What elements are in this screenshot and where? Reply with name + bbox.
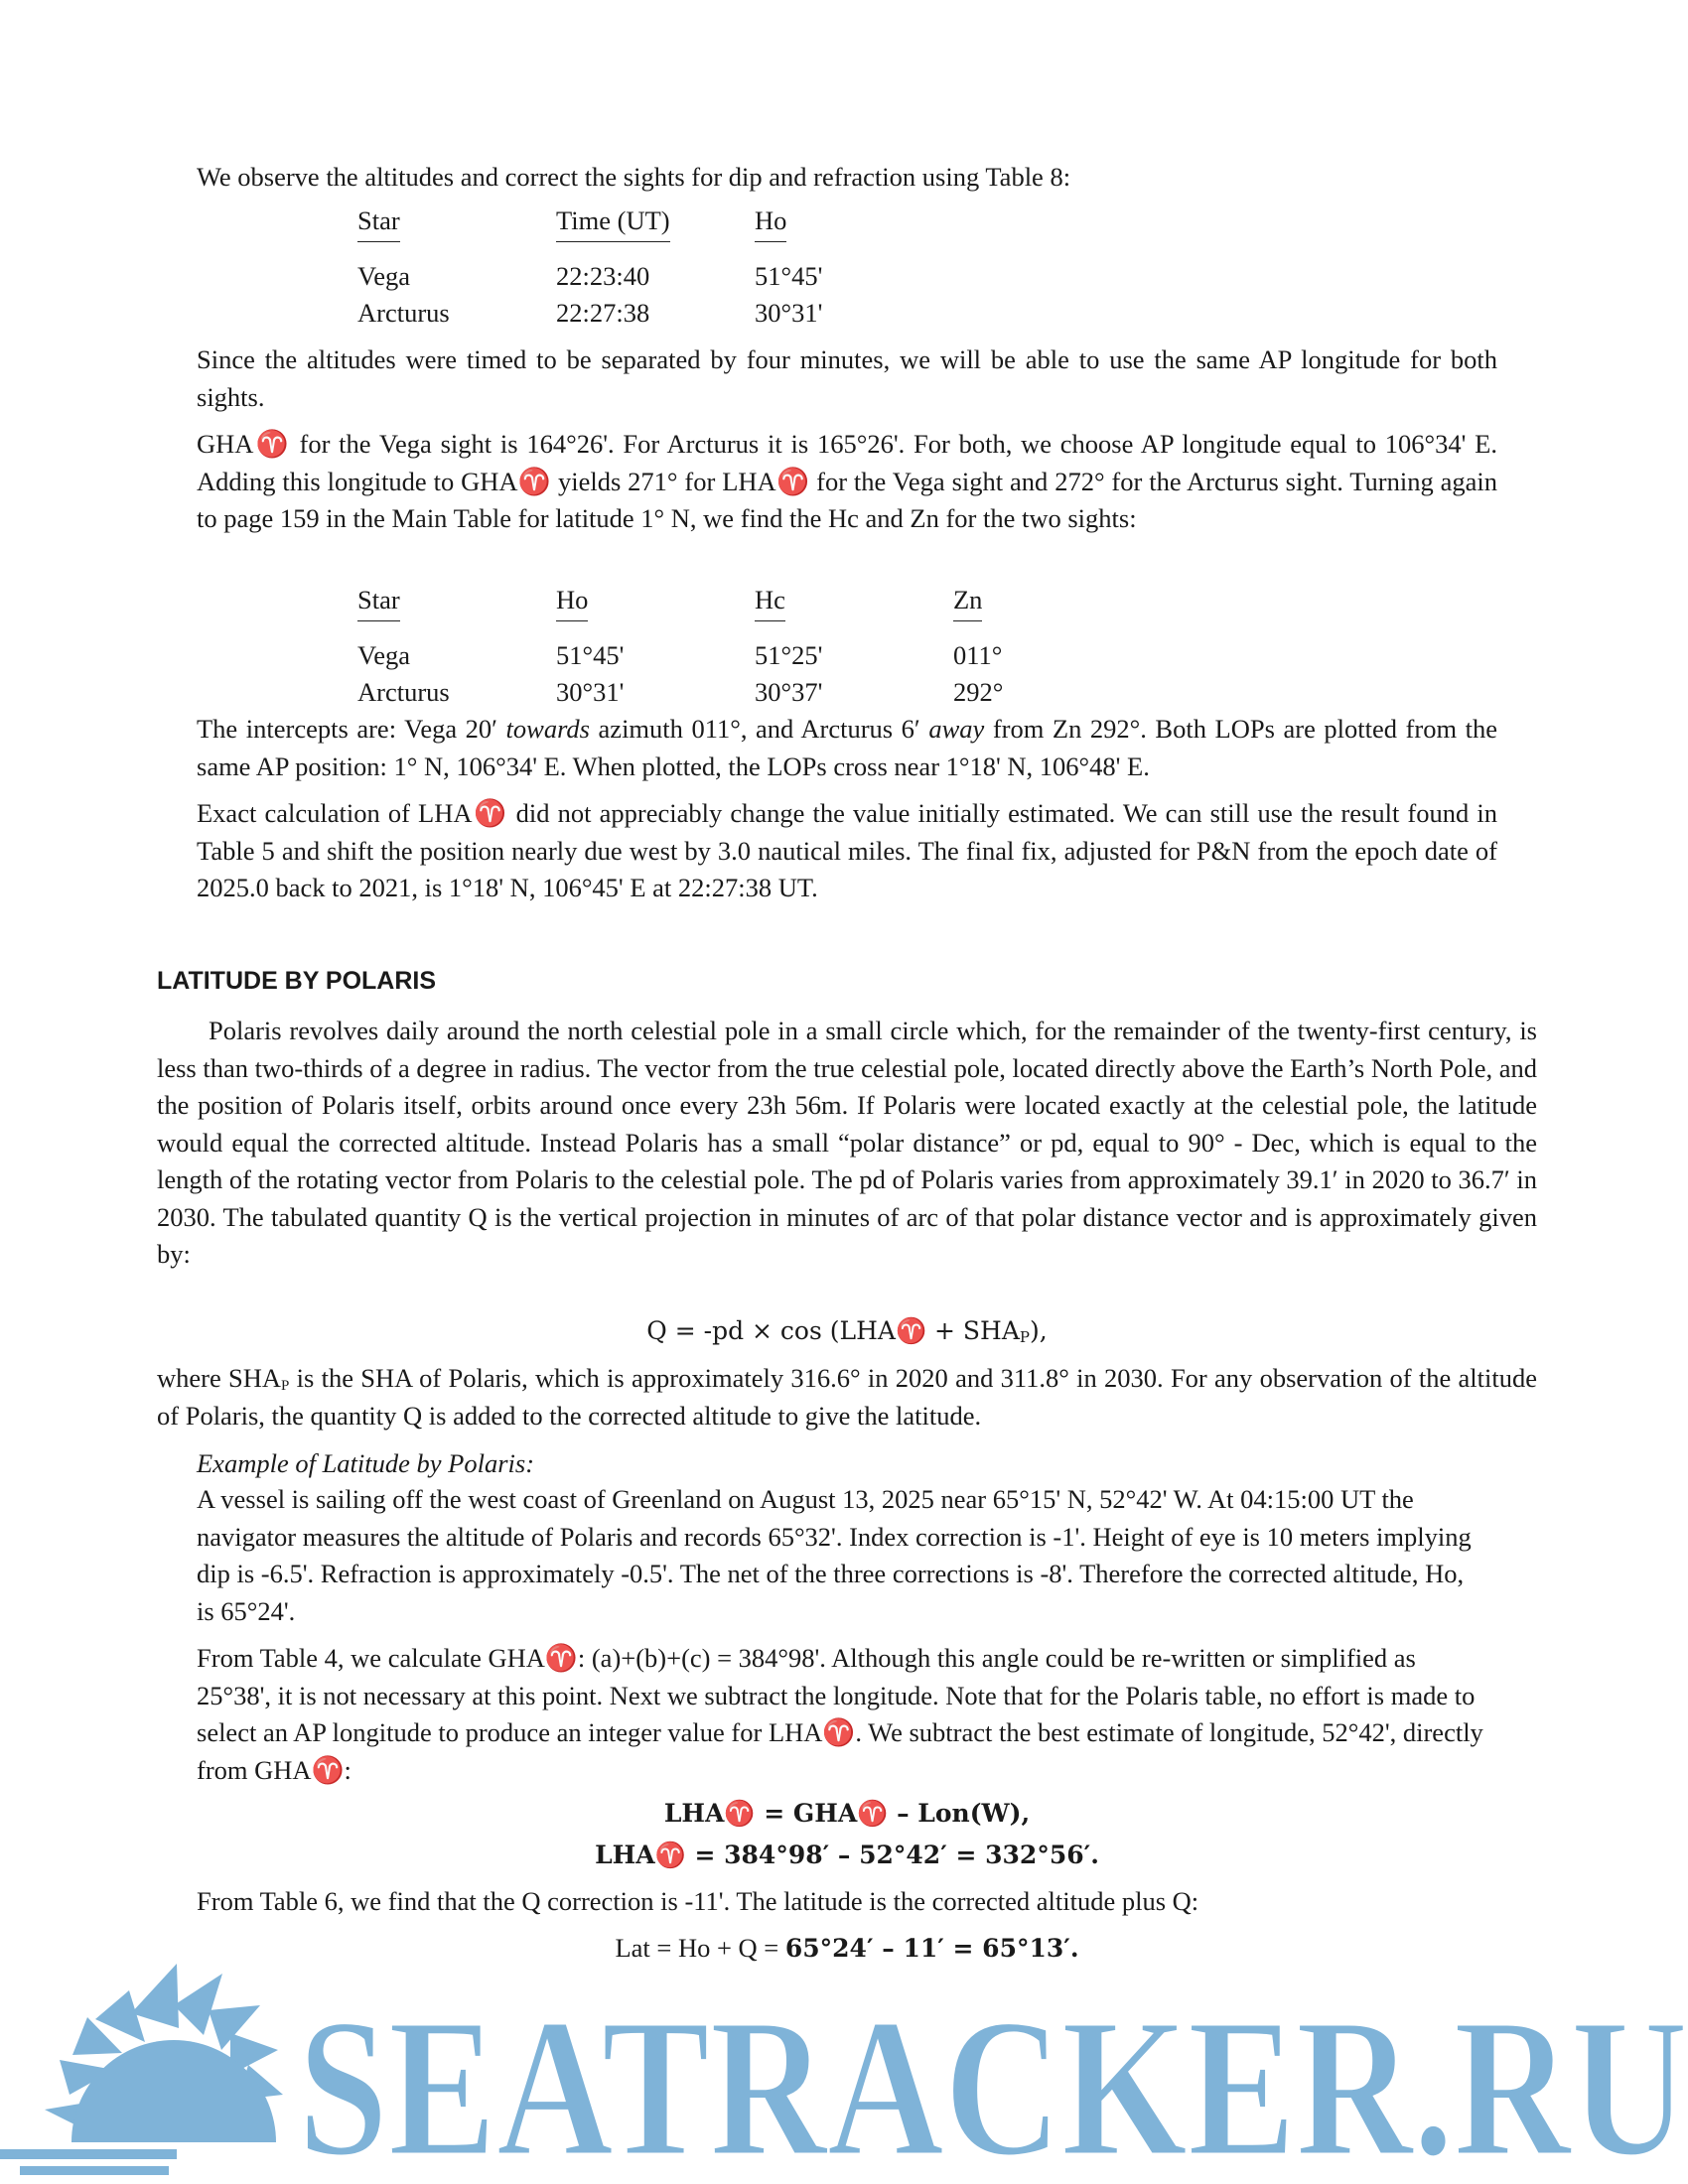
table-cell: 30°31': [556, 677, 625, 707]
table-header: Hc: [755, 583, 785, 621]
table-cell: 292°: [953, 677, 1004, 707]
seatracker-watermark: [0, 1916, 1688, 2184]
table-cell: Vega: [357, 640, 410, 670]
equation-q: Q = -pd × cos (LHA♈ + $SHA_P$),: [646, 1316, 1048, 1346]
table-cell: Vega: [357, 261, 410, 291]
table-header: Zn: [953, 583, 982, 621]
table-cell: Arcturus: [357, 298, 450, 328]
table-cell: 011°: [953, 640, 1003, 670]
table-cell: 51°45': [556, 640, 625, 670]
sun-logo-icon: [45, 1964, 283, 2142]
table-cell: 22:27:38: [556, 298, 650, 328]
table-header: Ho: [556, 583, 588, 621]
table-header: Star: [357, 583, 400, 621]
equation-lat: Lat = Ho + Q = 65°24′ – 11′ = 65°13′.: [615, 1933, 1079, 1963]
table-header: Ho: [755, 204, 786, 242]
table-cell: 51°25': [755, 640, 823, 670]
paragraph-where: where $SHA_P$ is the SHA of Polaris, which is approximately 316.6° in 2020 and 311.8° in 2030. For any observation of the altitude of Polaris, the quantity Q is added to the corrected altitude to give the latitude.: [157, 1363, 1538, 1431]
table-cell: 30°37': [755, 677, 823, 707]
section-heading: LATITUDE BY POLARIS: [157, 967, 437, 995]
paragraph-table4: From Table 4, we calculate GHA♈: (a)+(b)+(c) = 384°98'. Although this angle could be re-written or simplified as 25°38', it is not necessary at this point. Next we subtract the longitude. Note that for the Polaris table, no effort is made to select an AP longitude to produce an integer value for LHA♈. We subtract the best estimate of longitude, 52°42', directly from GHA♈:: [197, 1643, 1483, 1785]
equation-lha-1: LHA♈ = GHA♈ – Lon(W),: [663, 1799, 1031, 1828]
equation-lha-2: LHA♈ = 384°98′ – 52°42′ = 332°56′.: [595, 1841, 1099, 1869]
paragraph-intercepts: The intercepts are: Vega 20′ towards azimuth 011°, and Arcturus 6′ away from Zn 292°. Both LOPs are plotted from the same AP position: 1° N, 106°34' E. When plotted, the LOPs cross near 1°18' N, 106°48' E.: [197, 714, 1498, 781]
intro-text: We observe the altitudes and correct the sights for dip and refraction using Table 8:: [197, 162, 1071, 192]
table-cell: 30°31': [755, 298, 823, 328]
table-cell: 22:23:40: [556, 261, 650, 291]
table-header: Time (UT): [556, 204, 670, 242]
paragraph-gha: GHA♈ for the Vega sight is 164°26'. For Arcturus it is 165°26'. For both, we choose AP longitude equal to 106°34' E. Adding this longitude to GHA♈ yields 271° for LHA♈ for the Vega sight and 272° for the Arcturus sight. Turning again to page 159 in the Main Table for latitude 1° N, we find the Hc and Zn for the two sights:: [197, 429, 1497, 533]
paragraph-table6: From Table 6, we find that the Q correction is -11'. The latitude is the corrected altitude plus Q:: [197, 1886, 1199, 1916]
example-title: Example of Latitude by Polaris:: [197, 1448, 535, 1478]
paragraph-exact: Exact calculation of LHA♈ did not appreciably change the value initially estimated. We can still use the result found in Table 5 and shift the position nearly due west by 3.0 nautical miles. The final fix, adjusted for P&N from the epoch date of 2025.0 back to 2021, is 1°18' N, 106°45' E at 22:27:38 UT.: [197, 798, 1497, 902]
table-cell: 51°45': [755, 261, 823, 291]
table-cell: Arcturus: [357, 677, 450, 707]
paragraph-polaris: Polaris revolves daily around the north celestial pole in a small circle which, for the remainder of the twenty-first century, is less than two-thirds of a degree in radius. The vector from the true celestial pole, located directly above the Earth’s North Pole, and the position of Polaris itself, orbits around once every 23h 56m. If Polaris were located exactly at the celestial pole, the latitude would equal the corrected altitude. Instead Polaris has a small “polar distance” or pd, equal to 90° - Dec, which is equal to the length of the rotating vector from Polaris to the celestial pole. The pd of Polaris varies from approximately 39.1′ in 2020 to 36.7′ in 2030. The tabulated quantity Q is the vertical projection in minutes of arc of that polar distance vector and is approximately given by:: [157, 1016, 1537, 1269]
paragraph-separated: Since the altitudes were timed to be separated by four minutes, we will be able to use the same AP longitude for both sights.: [197, 344, 1497, 412]
watermark-text: SEATRACKER.RU: [298, 1979, 1688, 2184]
paragraph-vessel: A vessel is sailing off the west coast of Greenland on August 13, 2025 near 65°15' N, 52°42' W. At 04:15:00 UT the navigator measures the altitude of Polaris and records 65°32'. Index correction is -1'. Height of eye is 10 meters implying dip is -6.5'. Refraction is approximately -0.5'. The net of the three corrections is -8'. Therefore the corrected altitude, Ho, is 65°24'.: [197, 1484, 1472, 1626]
table-header: Star: [357, 204, 400, 242]
